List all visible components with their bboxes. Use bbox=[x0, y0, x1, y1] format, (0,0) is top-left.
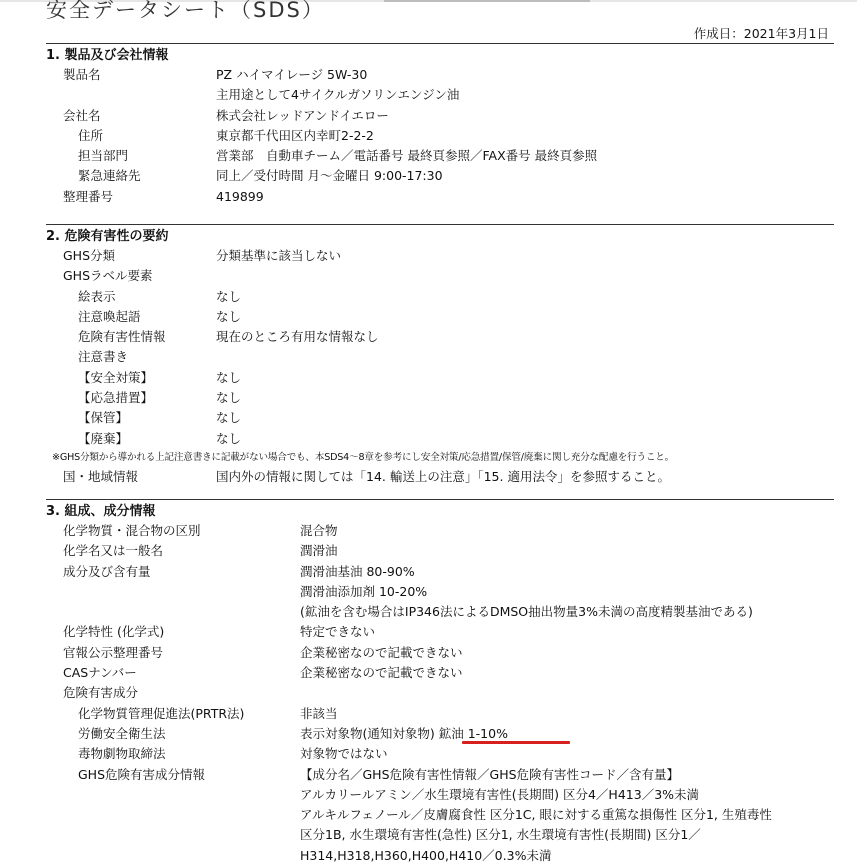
info-row bbox=[46, 266, 834, 286]
row-key: 製品名 bbox=[63, 67, 101, 82]
row-value: なし bbox=[216, 308, 242, 324]
section-company-info bbox=[46, 43, 834, 207]
region-info-row bbox=[46, 467, 834, 487]
viewer-tab-indicator bbox=[384, 0, 590, 2]
row-key: 毒物劇物取締法 bbox=[78, 746, 166, 762]
row-value: 企業秘密なので記載できない bbox=[300, 644, 463, 660]
info-row bbox=[46, 327, 834, 347]
info-row bbox=[46, 65, 834, 85]
section-heading: 1. 製品及び会社情報 bbox=[46, 43, 834, 65]
info-row bbox=[46, 805, 834, 825]
row-key: GHS危険有害成分情報 bbox=[78, 766, 206, 782]
row-key: 危険有害成分 bbox=[63, 685, 139, 701]
info-row bbox=[46, 521, 834, 541]
row-value: 対象物ではない bbox=[300, 746, 388, 762]
info-row bbox=[46, 744, 834, 764]
row-value: なし bbox=[216, 390, 242, 406]
row-value: アルカリールアミン／水生環境有害性(長期間) 区分4／H413／3%未満 bbox=[300, 786, 700, 802]
row-key: 注意書き bbox=[78, 349, 129, 365]
row-key: 【安全対策】 bbox=[78, 369, 154, 385]
row-key: GHSラベル要素 bbox=[63, 268, 153, 284]
row-value: 非該当 bbox=[300, 705, 338, 721]
info-row bbox=[46, 85, 834, 105]
info-row bbox=[46, 166, 834, 186]
row-key: 【保管】 bbox=[78, 410, 129, 426]
info-row bbox=[46, 307, 834, 327]
row-value: 主用途として4サイクルガソリンエンジン油 bbox=[216, 87, 460, 103]
section-heading: 2. 危険有害性の要約 bbox=[46, 224, 834, 246]
info-row bbox=[46, 683, 834, 703]
document-title: 安全データシート（SDS） bbox=[46, 0, 325, 22]
row-key: 化学名又は一般名 bbox=[63, 543, 164, 559]
row-key: 国・地域情報 bbox=[63, 468, 139, 484]
info-row bbox=[46, 562, 834, 582]
row-value: なし bbox=[216, 430, 242, 446]
info-row bbox=[46, 765, 834, 785]
row-key: 化学特性 (化学式) bbox=[63, 624, 165, 640]
row-value: なし bbox=[216, 288, 242, 304]
row-value: (鉱油を含む場合はIP346法によるDMSO抽出物量3%未満の高度精製基油である) bbox=[300, 604, 753, 620]
row-key: 化学物質・混合物の区別 bbox=[63, 523, 201, 538]
row-key: 労働安全衛生法 bbox=[78, 725, 166, 741]
row-value: 表示対象物(通知対象物) 鉱油 1-10% bbox=[300, 725, 508, 741]
row-value: 区分1B, 水生環境有害性(急性) 区分1, 水生環境有害性(長期間) 区分1／ bbox=[300, 827, 701, 843]
row-value: 特定できない bbox=[300, 624, 376, 640]
row-value: 潤滑油 bbox=[300, 543, 338, 559]
row-key: 危険有害性情報 bbox=[78, 329, 166, 345]
info-row bbox=[46, 126, 834, 146]
info-row bbox=[46, 663, 834, 683]
info-row bbox=[46, 785, 834, 805]
info-row bbox=[46, 368, 834, 388]
row-value: 419899 bbox=[216, 188, 264, 204]
row-value: 【成分名／GHS危険有害性情報／GHS危険有害性コード／含有量】 bbox=[300, 766, 680, 782]
info-row bbox=[46, 187, 834, 207]
row-value: 潤滑油基油 80-90% bbox=[300, 563, 415, 579]
row-key: 整理番号 bbox=[63, 188, 114, 204]
info-row bbox=[46, 146, 834, 166]
row-key: 成分及び含有量 bbox=[63, 563, 151, 579]
row-value: 混合物 bbox=[300, 523, 338, 538]
row-value: アルキルフェノール／皮膚腐食性 区分1C, 眼に対する重篤な損傷性 区分1, 生殖毒性 bbox=[300, 807, 772, 823]
info-row bbox=[46, 602, 834, 622]
section-rows bbox=[46, 521, 834, 866]
row-key: 【応急措置】 bbox=[78, 390, 154, 406]
section-heading: 3. 組成、成分情報 bbox=[46, 499, 834, 521]
info-row bbox=[46, 704, 834, 724]
created-date: 作成日：2021年3月1日 bbox=[693, 26, 829, 41]
row-value: 株式会社レッドアンドイエロー bbox=[216, 107, 389, 123]
row-value: 同上／受付時間 月～金曜日 9:00-17:30 bbox=[216, 168, 443, 184]
row-value: 国内外の情報に関しては「14. 輸送上の注意」「15. 適用法令」を参照すること。 bbox=[216, 468, 670, 484]
row-key: 注意喚起語 bbox=[78, 308, 141, 324]
info-row bbox=[46, 846, 834, 866]
row-key: 会社名 bbox=[63, 107, 101, 123]
info-row bbox=[46, 429, 834, 449]
info-row bbox=[46, 622, 834, 642]
row-value: PZ ハイマイレージ 5W-30 bbox=[216, 67, 368, 82]
row-key: CASナンバー bbox=[63, 665, 137, 681]
row-value: なし bbox=[216, 410, 242, 426]
row-value: 営業部 自動車チーム／電話番号 最終頁参照／FAX番号 最終頁参照 bbox=[216, 148, 598, 164]
row-key: 化学物質管理促進法(PRTR法) bbox=[78, 705, 245, 721]
row-value: 潤滑油添加剤 10-20% bbox=[300, 583, 428, 599]
row-key: GHS分類 bbox=[63, 248, 116, 263]
row-key: 【廃棄】 bbox=[78, 430, 129, 446]
info-row bbox=[46, 287, 834, 307]
info-row bbox=[46, 106, 834, 126]
row-value: 企業秘密なので記載できない bbox=[300, 665, 463, 681]
row-key: 住所 bbox=[78, 127, 104, 143]
red-highlight-underline bbox=[462, 741, 570, 744]
row-value: H314,H318,H360,H400,H410／0.3%未満 bbox=[300, 847, 552, 863]
section-rows bbox=[46, 65, 834, 207]
info-row bbox=[46, 347, 834, 367]
info-row bbox=[46, 541, 834, 561]
section-rows bbox=[46, 246, 834, 449]
row-key: 緊急連絡先 bbox=[78, 168, 141, 184]
row-value: なし bbox=[216, 369, 242, 385]
info-row bbox=[46, 582, 834, 602]
ghs-note: ※GHS分類から導かれる上記注意書きに記載がない場合でも、本SDS4～8章を参考にし安全対策/応急措置/保管/廃棄に関し充分な配慮を行うこと。 bbox=[52, 451, 675, 463]
info-row bbox=[46, 388, 834, 408]
info-row bbox=[46, 246, 834, 266]
row-key: 官報公示整理番号 bbox=[63, 644, 164, 660]
section-composition bbox=[46, 499, 834, 866]
info-row bbox=[46, 408, 834, 428]
info-row bbox=[46, 825, 834, 845]
row-key: 担当部門 bbox=[78, 148, 129, 164]
row-value: 分類基準に該当しない bbox=[216, 248, 342, 263]
row-value: 東京都千代田区内幸町2-2-2 bbox=[216, 127, 374, 143]
section-hazard-summary bbox=[46, 224, 834, 487]
info-row bbox=[46, 643, 834, 663]
row-value: 現在のところ有用な情報なし bbox=[216, 329, 379, 345]
row-key: 絵表示 bbox=[78, 288, 116, 304]
info-row bbox=[46, 724, 834, 744]
